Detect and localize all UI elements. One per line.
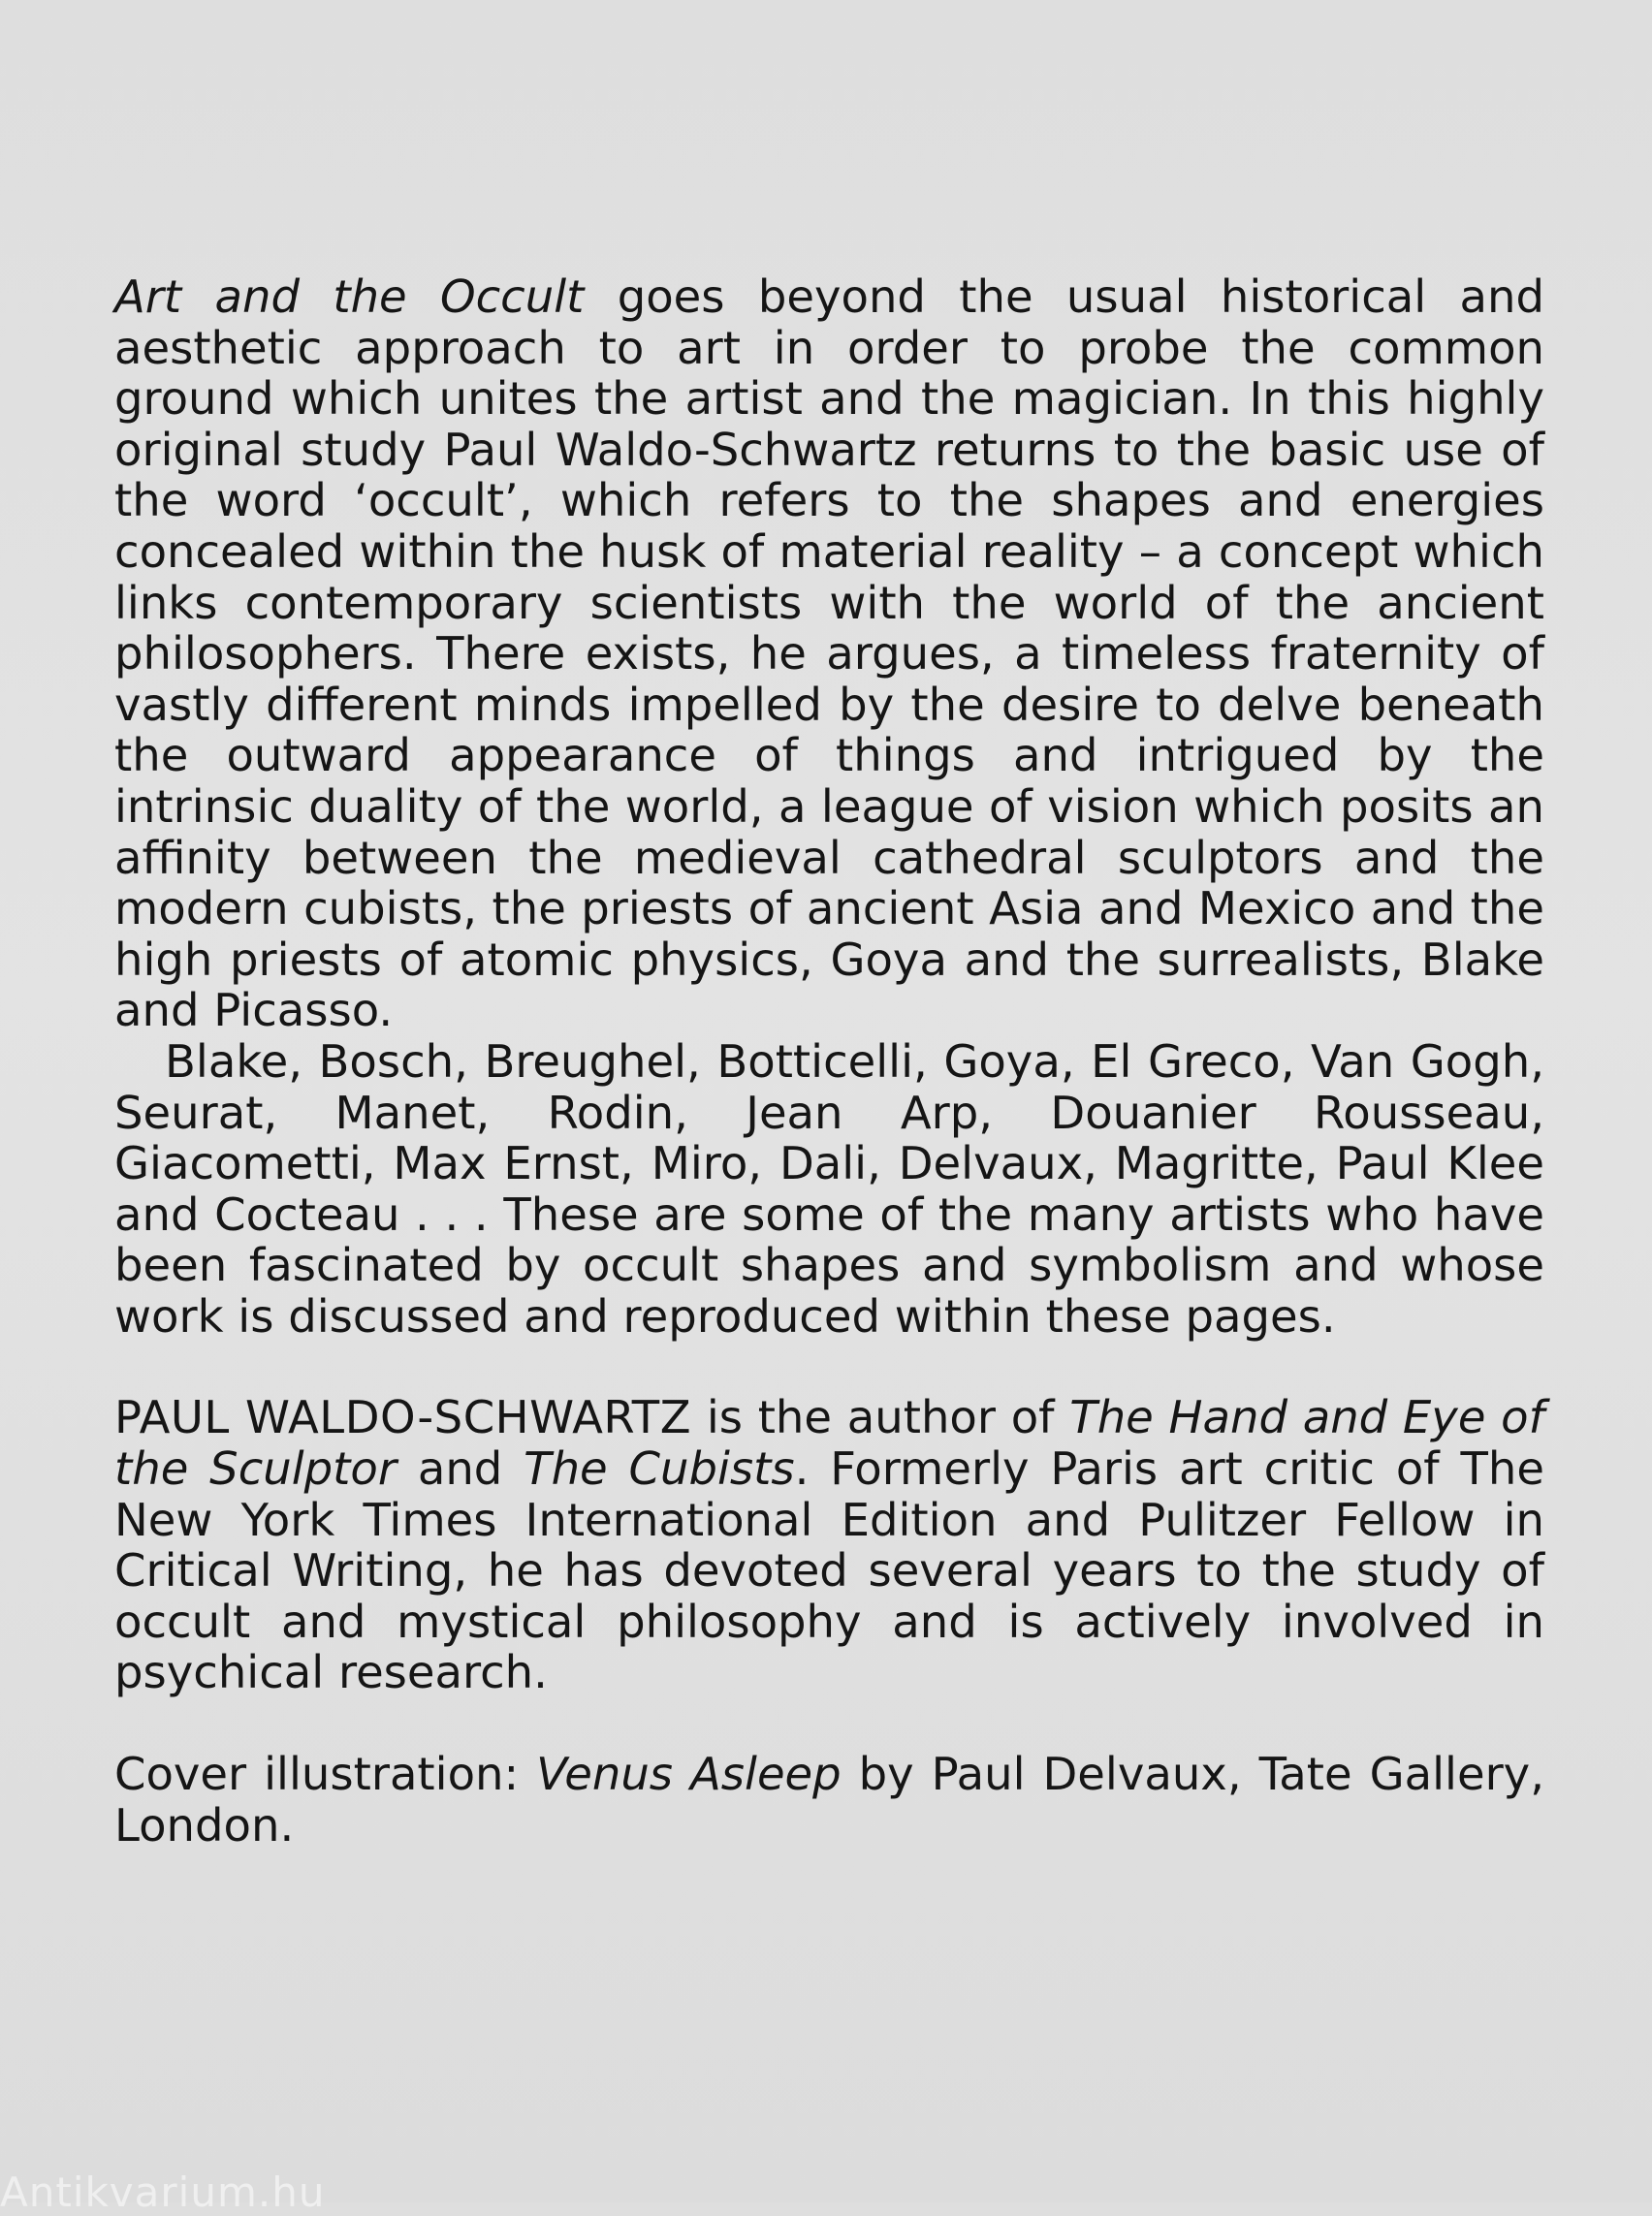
blurb-text: goes beyond the usual historical and aesthetic approach to art in order to probe the common ground which unites the artist and the magician. In this highly original study Paul Waldo-Schwartz returns to the basic use of the word ‘occult’, which refers to the shapes and energies concealed within the husk of material reality – a concept which links contemporary scientists with the world of the ancient philosophers. There exists, he argues, a timeless fraternity of vastly different minds impelled by the desire to delve beneath the outward appearance of things and intrigued by the intrinsic duality of the world, a league of vision which posits an affinity between the medieval cathedral sculptors and the modern cubists, the priests of ancient Asia and Mexico and the high priests of atomic physics, Goya and the surrealists, Blake and Picasso. xyxy=(114,270,1545,1037)
book-title: Art and the Occult xyxy=(114,270,585,323)
blurb-paragraph-2: Blake, Bosch, Breughel, Botticelli, Goya, El Greco, Van Gogh, Seurat, Manet, Rodin, Jean Arp, Douanier Rousseau, Giacometti, Max Ernst, Miro, Dali, Delvaux, Magritte, Paul Klee and Cocteau . . . These are some of the many artists who have been fascinated by occult shapes and symbolism and whose work is discussed and reproduced within these pages. xyxy=(114,1034,1544,1343)
watermark: Antikvarium.hu xyxy=(0,2169,326,2216)
author-name: PAUL WALDO-SCHWARTZ xyxy=(114,1391,692,1444)
cover-text: by Paul Delvaux, Tate Gallery, London. xyxy=(114,1748,1544,1852)
back-cover-text xyxy=(114,271,1544,1851)
author-text-3: . Formerly Paris art critic of The New York Times International Edition and Pulitzer Fellow in Critical Writing, he has devoted several years to the study of occult and mystical philosophy and is actively involved in psychical research. xyxy=(114,1442,1544,1699)
blurb-paragraph-1 xyxy=(114,271,1544,1036)
author-book-1: The Hand and Eye of the Sculptor xyxy=(114,1391,1544,1496)
author-text-1: is the author of xyxy=(691,1391,1070,1444)
author-bio xyxy=(114,1392,1544,1698)
cover-label: Cover illustration: xyxy=(114,1748,537,1801)
cover-credit xyxy=(114,1749,1544,1851)
author-text-2: and xyxy=(396,1442,524,1496)
cover-work: Venus Asleep xyxy=(536,1748,842,1801)
author-book-2: The Cubists xyxy=(524,1442,795,1496)
